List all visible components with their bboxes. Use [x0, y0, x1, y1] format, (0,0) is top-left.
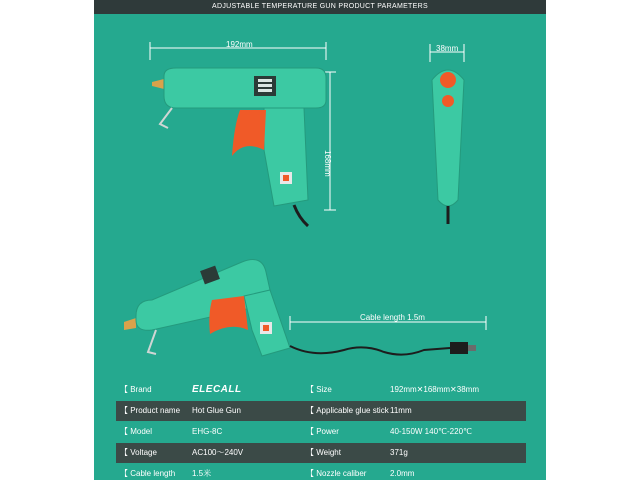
depth-label: 38mm	[436, 44, 459, 53]
glue-gun-side-view	[152, 68, 326, 226]
spec-label: 【 Product name	[120, 406, 181, 415]
product-illustrations	[94, 0, 546, 380]
glue-gun-with-cable	[124, 260, 476, 356]
spec-label: 【 Applicable glue stick	[306, 406, 389, 415]
spec-value: AC100～240V	[192, 448, 244, 457]
spec-row	[116, 443, 526, 463]
product-panel	[94, 0, 546, 480]
spec-label: 【 Size	[306, 385, 332, 394]
spec-value: 11mm	[390, 406, 412, 415]
brand-logo: ELECALL	[192, 384, 242, 395]
spec-label: 【 Power	[306, 427, 339, 436]
spec-table	[116, 380, 526, 480]
height-label: 168mm	[323, 150, 332, 177]
spec-row	[116, 464, 526, 480]
page-title: ADJUSTABLE TEMPERATURE GUN PRODUCT PARAMETERS	[94, 0, 546, 14]
spec-value: 2.0mm	[390, 469, 415, 478]
spec-label: 【 Weight	[306, 448, 341, 457]
cable-length-label: Cable length 1.5m	[360, 313, 425, 322]
width-label: 192mm	[226, 40, 253, 49]
spec-value: 1.5米	[192, 469, 212, 478]
glue-gun-front-view	[432, 70, 464, 224]
spec-label: 【 Voltage	[120, 448, 157, 457]
spec-row	[116, 401, 526, 421]
spec-label: 【 Cable length	[120, 469, 176, 478]
spec-row	[116, 380, 526, 400]
spec-row	[116, 422, 526, 442]
spec-value: 371g	[390, 448, 408, 457]
spec-value: 40-150W 140℃-220℃	[390, 427, 473, 436]
spec-label: 【 Brand	[120, 385, 152, 394]
spec-label: 【 Nozzle caliber	[306, 469, 367, 478]
spec-value: 192mm✕168mm✕38mm	[390, 385, 479, 394]
spec-value: EHG-8C	[192, 427, 223, 436]
spec-value: Hot Glue Gun	[192, 406, 241, 415]
spec-label: 【 Model	[120, 427, 153, 436]
